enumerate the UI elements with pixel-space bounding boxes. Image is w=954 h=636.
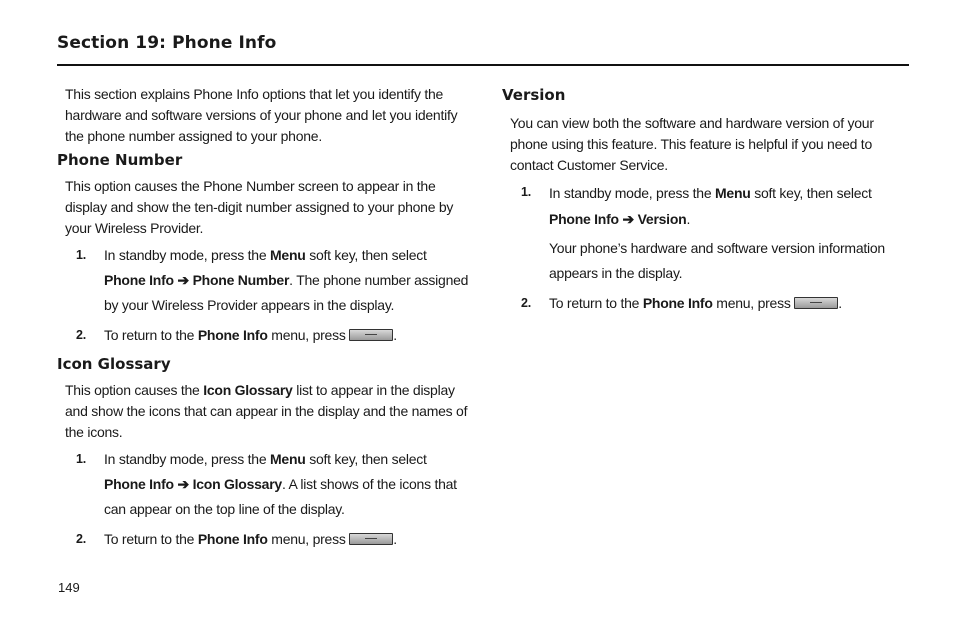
menu-path-phone-info: Phone Info [549, 211, 619, 227]
desc-post: list to appear in the display and show the icons that can appear in the display and the names of the icons. [65, 382, 468, 440]
step-text [104, 323, 469, 348]
step-text [104, 527, 469, 552]
icon-glossary-step-1 [65, 447, 469, 522]
icon-glossary-step-2 [65, 527, 469, 552]
menu-key-label: Menu [715, 185, 751, 201]
step-text-pre: In standby mode, press the [549, 185, 716, 201]
menu-path-icon-glossary: Icon Glossary [192, 476, 282, 492]
menu-path-version: Version [637, 211, 687, 227]
icon-glossary-label: Icon Glossary [203, 382, 293, 398]
step-text-post: menu, press [267, 327, 350, 343]
step-text-tail: . A list shows of the icons that can appear on the top line of the display. [104, 476, 457, 517]
phone-number-step-2 [65, 323, 469, 348]
right-column [502, 84, 912, 316]
step-text-post: menu, press [267, 531, 350, 547]
icon-glossary-desc [65, 380, 469, 443]
arrow-icon: ➔ [622, 211, 634, 227]
page-title: Section 19: Phone Info [57, 33, 277, 53]
version-desc: You can view both the software and hardware version of your phone using this feature. This feature is helpful if you need to contact Customer Service. [510, 115, 874, 173]
phone-number-heading: Phone Number [57, 151, 183, 169]
menu-label-phone-info: Phone Info [197, 531, 268, 547]
menu-path-phone-info: Phone Info [104, 272, 174, 288]
step-text [104, 243, 469, 318]
step-text-tail: . [686, 211, 691, 227]
step-text-pre: To return to the [104, 531, 198, 547]
step-number: 1. [76, 248, 86, 262]
version-note: Your phone’s hardware and software version information appears in the display. [549, 240, 885, 281]
left-column [57, 84, 469, 552]
intro-paragraph: This section explains Phone Info options that let you identify the hardware and software versions of your phone and let you identify the phone number assigned to your phone. [65, 86, 458, 144]
back-soft-key-icon [349, 533, 393, 545]
menu-label-phone-info: Phone Info [197, 327, 268, 343]
phone-number-desc: This option causes the Phone Number screen to appear in the display and show the ten-digit number assigned to your phone by your Wireless Provider. [65, 178, 454, 236]
version-heading: Version [502, 86, 566, 104]
step-number: 1. [76, 452, 86, 466]
step-text [549, 291, 912, 316]
menu-label-phone-info: Phone Info [642, 295, 713, 311]
step-text [549, 180, 912, 232]
step-number: 2. [521, 296, 531, 310]
step-text-post: soft key, then select [305, 451, 427, 467]
step-text-end: . [838, 295, 842, 311]
arrow-icon: ➔ [177, 272, 189, 288]
menu-path-phone-info: Phone Info [104, 476, 174, 492]
step-text-post: menu, press [712, 295, 795, 311]
desc-pre: This option causes the [65, 382, 204, 398]
step-text-pre: In standby mode, press the [104, 247, 271, 263]
back-soft-key-icon [794, 297, 838, 309]
menu-path-phone-number: Phone Number [192, 272, 290, 288]
step-text [104, 447, 469, 522]
back-soft-key-icon [349, 329, 393, 341]
step-number: 2. [76, 532, 86, 546]
title-rule [57, 64, 909, 66]
step-text-end: . [393, 327, 397, 343]
version-step-1 [510, 180, 912, 286]
arrow-icon: ➔ [177, 476, 189, 492]
phone-number-step-1 [65, 243, 469, 318]
page-number: 149 [58, 580, 80, 595]
step-text-tail: . The phone number assigned by your Wireless Provider appears in the display. [104, 272, 469, 313]
step-text-post: soft key, then select [750, 185, 872, 201]
step-text-pre: In standby mode, press the [104, 451, 271, 467]
step-text-pre: To return to the [549, 295, 643, 311]
version-step-2 [510, 291, 912, 316]
step-text-pre: To return to the [104, 327, 198, 343]
step-number: 2. [76, 328, 86, 342]
step-text-end: . [393, 531, 397, 547]
icon-glossary-heading: Icon Glossary [57, 355, 171, 373]
menu-key-label: Menu [270, 451, 306, 467]
menu-key-label: Menu [270, 247, 306, 263]
step-number: 1. [521, 185, 531, 199]
step-text-post: soft key, then select [305, 247, 427, 263]
